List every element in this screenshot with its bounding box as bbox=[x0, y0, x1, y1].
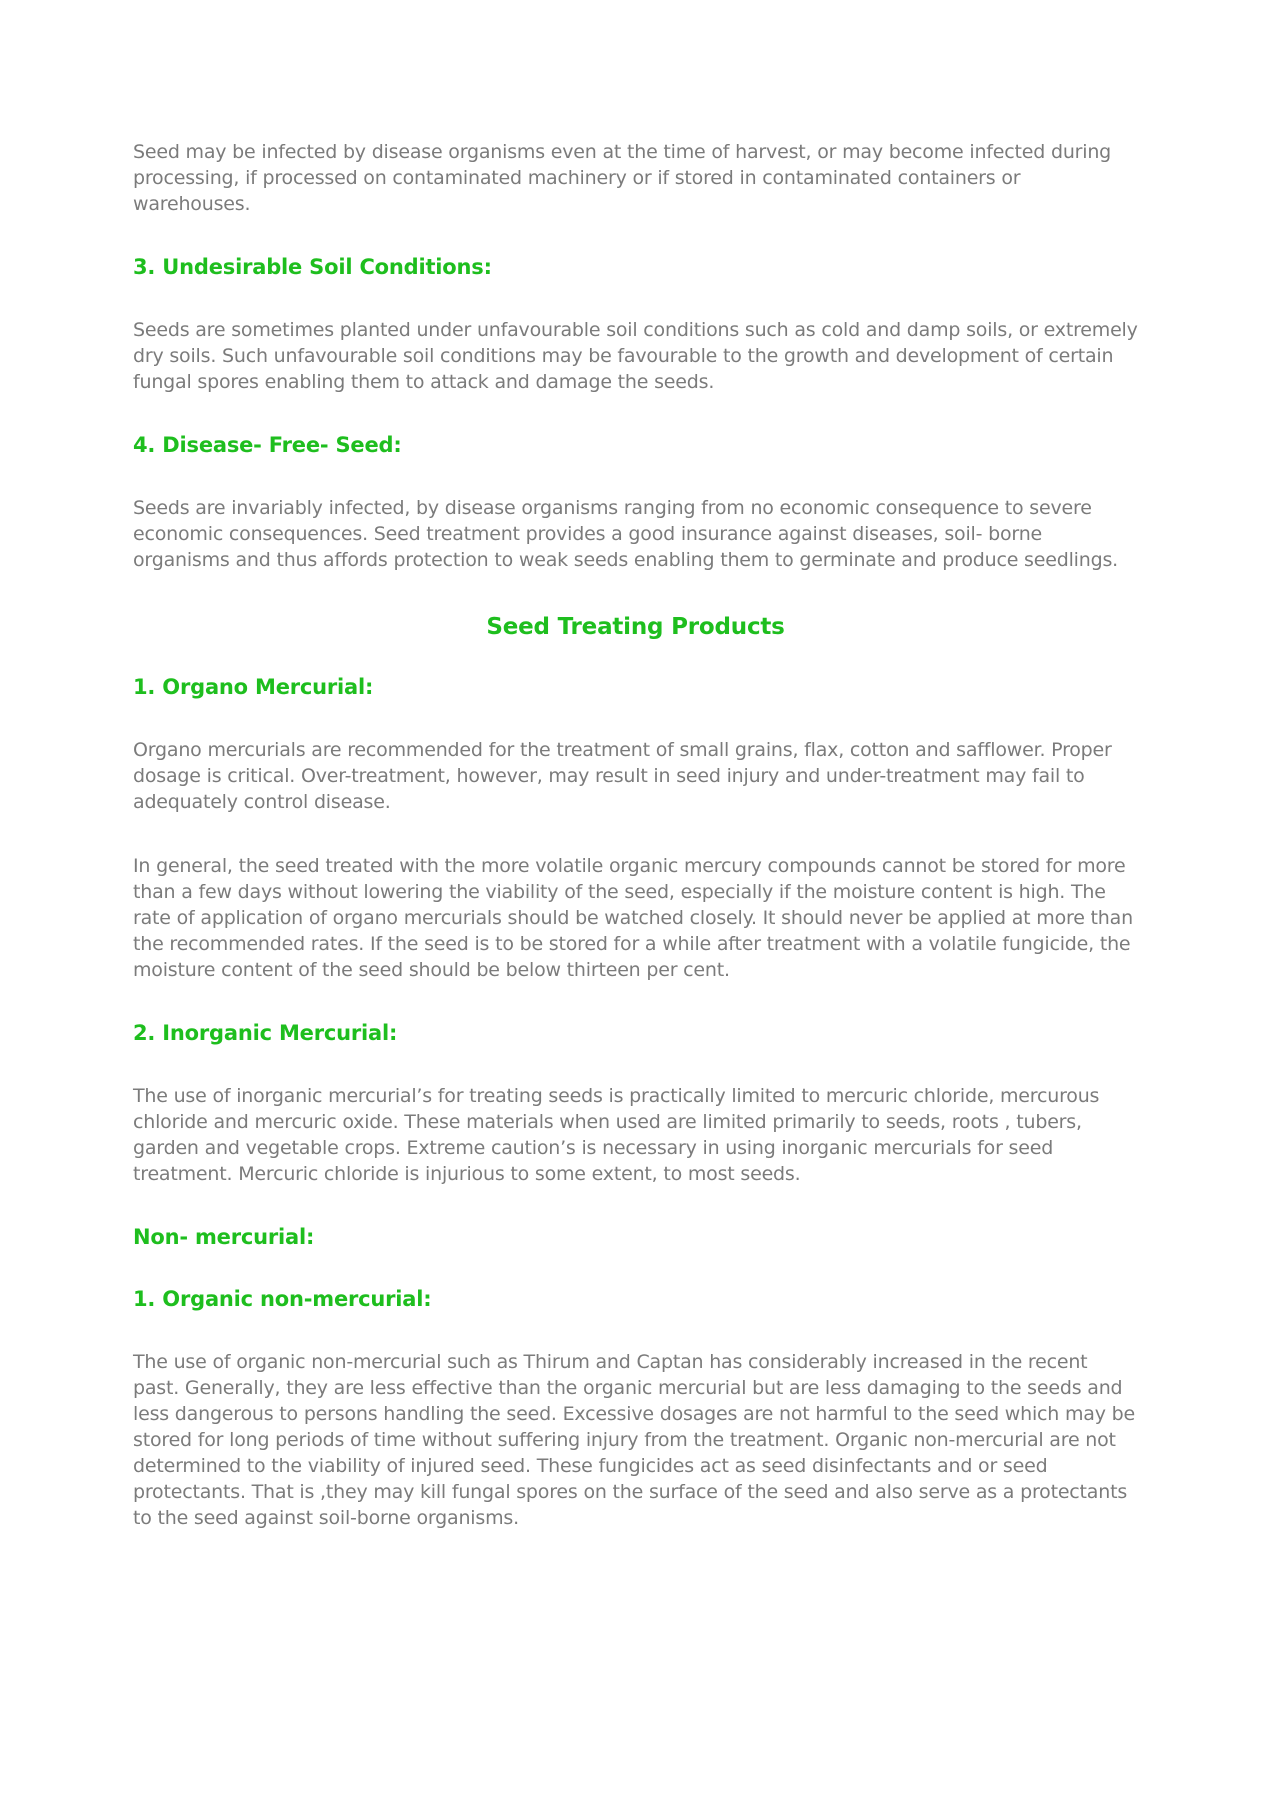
document-page bbox=[133, 0, 1138, 1689]
paragraph-disease-free-seed: Seeds are invariably infected, by disease organisms ranging from no economic consequence to severe economic consequences. Seed treatment provides a good insurance against diseases, soil- borne organisms and thus affords protection to weak seeds enabling them to germinate and produce seedlings. bbox=[133, 497, 1118, 571]
heading-inorganic-mercurial: 2. Inorganic Mercurial: bbox=[133, 1021, 398, 1045]
heading-organo-mercurial: 1. Organo Mercurial: bbox=[133, 675, 374, 699]
paragraph-soil-conditions: Seeds are sometimes planted under unfavourable soil conditions such as cold and damp soils, or extremely dry soils. Such unfavourable soil conditions may be favourable to the growth and development of certain fungal spores enabling them to attack and damage the seeds. bbox=[133, 319, 1138, 393]
heading-disease-free-seed: 4. Disease- Free- Seed: bbox=[133, 433, 402, 457]
page-title-seed-treating-products: Seed Treating Products bbox=[486, 614, 785, 640]
heading-undesirable-soil-conditions: 3. Undesirable Soil Conditions: bbox=[133, 255, 492, 279]
heading-organic-non-mercurial: 1. Organic non-mercurial: bbox=[133, 1287, 432, 1311]
paragraph-inorganic-mercurial: The use of inorganic mercurial’s for treating seeds is practically limited to mercuric chloride, mercurous chloride and mercuric oxide. These materials when used are limited primarily to seeds, roots , tubers, garden and vegetable crops. Extreme caution’s is necessary in using inorganic mercurials for seed treatment. Mercuric chloride is injurious to some extent, to most seeds. bbox=[133, 1085, 1100, 1185]
paragraph-organic-non-mercurial: The use of organic non-mercurial such as Thirum and Captan has considerably increased in the recent past. Generally, they are less effective than the organic mercurial but are less damaging to the seeds and less dangerous to persons handling the seed. Excessive dosages are not harmful to the seed which may be stored for long periods of time without suffering injury from the treatment. Organic non-mercurial are not determined to the viability of injured seed. These fungicides act as seed disinfectants and or seed protectants. That is ,they may kill fungal spores on the surface of the seed and also serve as a protectants to the seed against soil-borne organisms. bbox=[133, 1351, 1135, 1529]
paragraph-seed-infection: Seed may be infected by disease organisms even at the time of harvest, or may become infected during processing, if processed on contaminated machinery or if stored in contaminated containers or warehouses. bbox=[133, 141, 1112, 215]
paragraph-organo-mercurial-1: Organo mercurials are recommended for the treatment of small grains, flax, cotton and safflower. Proper dosage is critical. Over-treatment, however, may result in seed injury and under-treatment may fail to adequately control disease. bbox=[133, 739, 1112, 813]
heading-non-mercurial: Non- mercurial: bbox=[133, 1225, 315, 1249]
paragraph-organo-mercurial-2: In general, the seed treated with the more volatile organic mercury compounds cannot be stored for more than a few days without lowering the viability of the seed, especially if the moisture content is high. The rate of application of organo mercurials should be watched closely. It should never be applied at more than the recommended rates. If the seed is to be stored for a while after treatment with a volatile fungicide, the moisture content of the seed should be below thirteen per cent. bbox=[133, 855, 1133, 981]
